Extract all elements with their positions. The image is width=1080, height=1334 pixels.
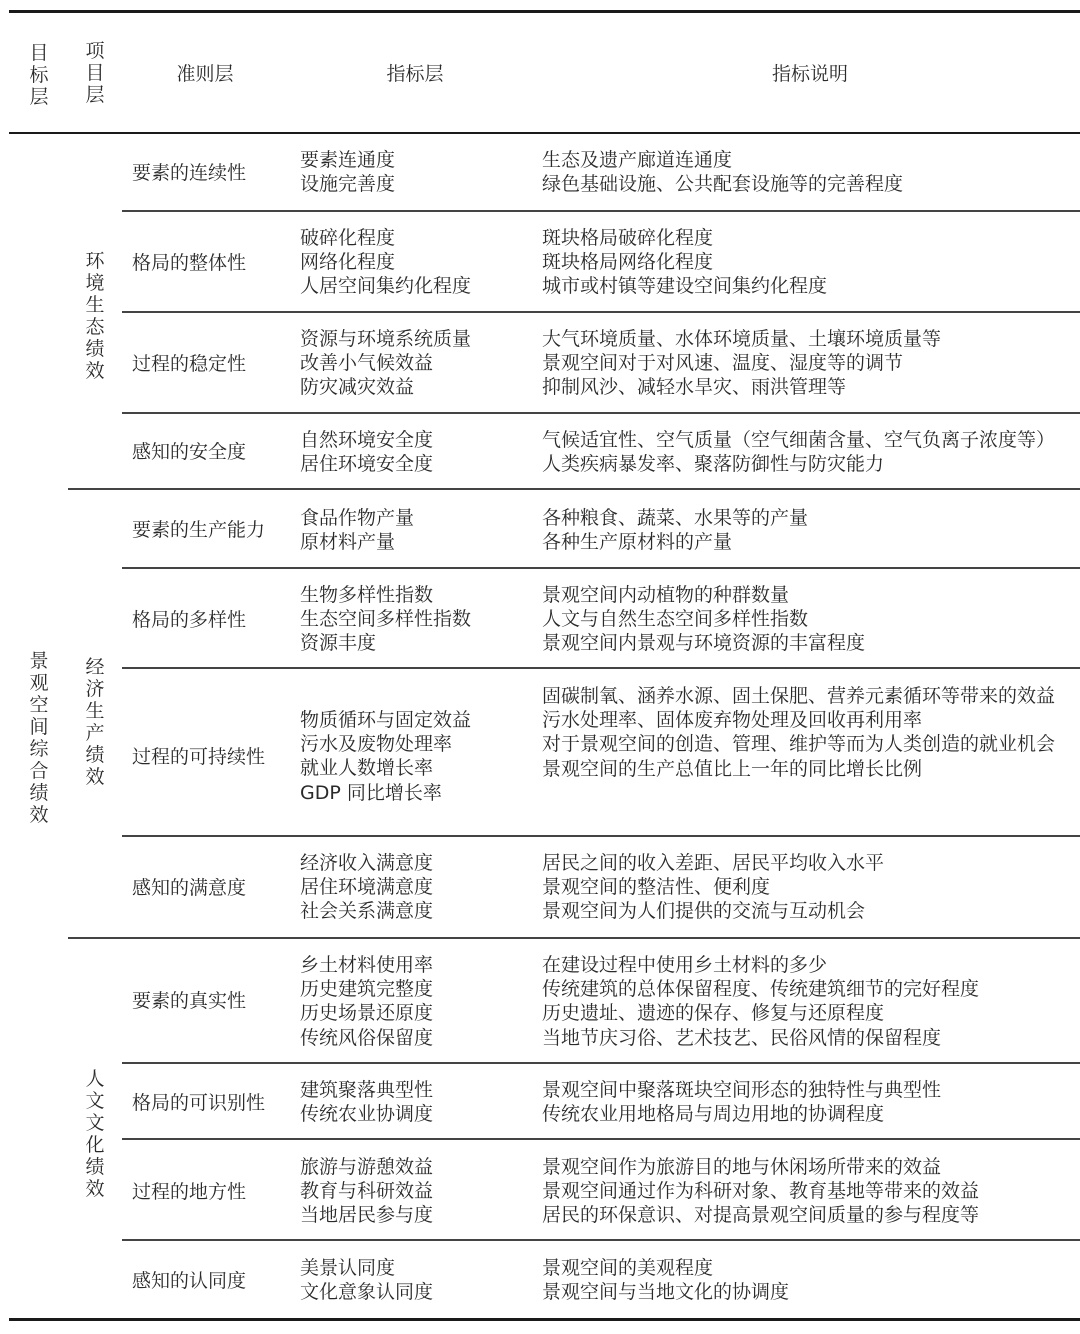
indicator-line: 改善小气候效益 <box>300 352 434 375</box>
description-line: 各种生产原材料的产量 <box>542 531 733 554</box>
description-cell <box>542 327 1072 400</box>
description-line: 人类疾病暴发率、聚落防御性与防灾能力 <box>542 453 885 476</box>
indicator-line: 物质循环与固定效益 <box>300 709 472 731</box>
table-top-rule <box>9 10 1080 13</box>
description-cell <box>542 148 1072 196</box>
description-cell <box>542 226 1072 299</box>
description-line: 景观空间中聚落斑块空间形态的独特性与典型性 <box>542 1079 942 1101</box>
description-line: 景观空间对于对风速、温度、湿度等的调节 <box>542 352 904 375</box>
description-line: 居民之间的收入差距、居民平均收入水平 <box>542 852 885 874</box>
criteria-cell: 格局的整体性 <box>132 252 247 274</box>
indicator-cell <box>300 851 525 924</box>
indicator-line: 资源丰度 <box>300 632 377 655</box>
description-line: 景观空间作为旅游目的地与休闲场所带来的效益 <box>542 1156 942 1178</box>
indicator-line: 社会关系满意度 <box>300 900 434 923</box>
description-line: 抑制风沙、减轻水旱灾、雨洪管理等 <box>542 376 847 399</box>
description-line: 污水处理率、固体废弃物处理及回收再利用率 <box>542 709 923 732</box>
indicator-line: 生物多样性指数 <box>300 584 434 606</box>
indicator-line: 就业人数增长率 <box>300 757 434 780</box>
indicator-line: 自然环境安全度 <box>300 429 434 451</box>
criteria-cell: 过程的可持续性 <box>132 746 266 768</box>
description-line: 斑块格局破碎化程度 <box>542 227 714 249</box>
indicator-cell <box>300 428 525 476</box>
indicator-cell <box>300 506 525 554</box>
description-line: 各种粮食、蔬菜、水果等的产量 <box>542 507 809 529</box>
indicator-line: 破碎化程度 <box>300 227 396 249</box>
row-separator <box>122 210 1080 212</box>
criteria-cell: 感知的认同度 <box>132 1270 247 1292</box>
indicator-cell <box>300 1256 525 1304</box>
item-label-environment: 环境生态绩效 <box>85 250 105 382</box>
criteria-cell: 要素的真实性 <box>132 990 247 1012</box>
indicator-line: 污水及废物处理率 <box>300 733 453 756</box>
row-separator <box>122 1239 1080 1241</box>
header-criteria-layer: 准则层 <box>176 63 234 85</box>
item-separator <box>68 937 1080 939</box>
indicator-line: 历史场景还原度 <box>300 1002 434 1025</box>
row-separator <box>122 667 1080 669</box>
description-line: 当地节庆习俗、艺术技艺、民俗风情的保留程度 <box>542 1026 942 1049</box>
header-goal-layer: 目标层 <box>29 42 49 108</box>
header-bottom-rule <box>9 132 1080 134</box>
indicator-line: GDP 同比增长率 <box>300 781 442 804</box>
indicator-cell <box>300 1155 525 1228</box>
item-label-culture: 人文文化绩效 <box>85 1068 105 1200</box>
description-line: 居民的环保意识、对提高景观空间质量的参与程度等 <box>542 1204 980 1227</box>
indicator-line: 乡土材料使用率 <box>300 954 434 976</box>
indicator-line: 设施完善度 <box>300 173 396 196</box>
criteria-cell: 要素的连续性 <box>132 162 247 184</box>
criteria-cell: 过程的地方性 <box>132 1181 247 1203</box>
criteria-cell: 过程的稳定性 <box>132 353 247 375</box>
indicator-line: 居住环境满意度 <box>300 876 434 899</box>
description-cell <box>542 851 1072 924</box>
description-line: 固碳制氧、涵养水源、固土保肥、营养元素循环等带来的效益 <box>542 685 1056 707</box>
indicator-line: 防灾减灾效益 <box>300 376 415 399</box>
indicator-line: 美景认同度 <box>300 1257 396 1279</box>
indicator-line: 历史建筑完整度 <box>300 978 434 1001</box>
description-line: 景观空间与当地文化的协调度 <box>542 1281 790 1304</box>
description-line: 城市或村镇等建设空间集约化程度 <box>542 275 828 298</box>
indicator-cell <box>300 953 525 1050</box>
indicator-line: 文化意象认同度 <box>300 1281 434 1304</box>
description-cell <box>542 1155 1072 1228</box>
indicator-line: 原材料产量 <box>300 531 396 554</box>
indicator-cell <box>300 226 525 299</box>
indicator-cell <box>300 327 525 400</box>
description-line: 气候适宜性、空气质量（空气细菌含量、空气负离子浓度等） <box>542 429 1056 451</box>
indicator-line: 旅游与游憩效益 <box>300 1156 434 1178</box>
description-line: 景观空间内景观与环境资源的丰富程度 <box>542 632 866 655</box>
description-cell <box>542 684 1072 781</box>
header-item-layer: 项目层 <box>85 40 105 106</box>
indicator-line: 传统风俗保留度 <box>300 1026 434 1049</box>
description-line: 在建设过程中使用乡土材料的多少 <box>542 954 828 976</box>
description-line: 传统建筑的总体保留程度、传统建筑细节的完好程度 <box>542 978 980 1001</box>
description-cell <box>542 1256 1072 1304</box>
indicator-cell <box>300 583 525 656</box>
indicator-line: 教育与科研效益 <box>300 1180 434 1203</box>
criteria-cell: 要素的生产能力 <box>132 519 266 541</box>
description-line: 景观空间通过作为科研对象、教育基地等带来的效益 <box>542 1180 980 1203</box>
table-bottom-rule <box>9 1318 1080 1321</box>
description-line: 人文与自然生态空间多样性指数 <box>542 608 809 631</box>
indicator-line: 传统农业协调度 <box>300 1103 434 1126</box>
description-cell <box>542 428 1072 476</box>
header-indicator-layer: 指标层 <box>386 63 444 85</box>
description-line: 景观空间的生产总值比上一年的同比增长比例 <box>542 757 923 780</box>
row-separator <box>122 412 1080 414</box>
description-line: 大气环境质量、水体环境质量、土壤环境质量等 <box>542 328 942 350</box>
criteria-cell: 格局的多样性 <box>132 609 247 631</box>
header-description: 指标说明 <box>771 63 848 85</box>
description-line: 景观空间内动植物的种群数量 <box>542 584 790 606</box>
description-line: 景观空间的美观程度 <box>542 1257 714 1279</box>
indicator-cell <box>300 148 525 196</box>
criteria-cell: 感知的安全度 <box>132 441 247 463</box>
description-line: 生态及遗产廊道连通度 <box>542 149 733 171</box>
description-line: 景观空间的整洁性、便利度 <box>542 876 771 899</box>
row-separator <box>122 311 1080 313</box>
description-line: 绿色基础设施、公共配套设施等的完善程度 <box>542 173 904 196</box>
item-separator <box>68 488 1080 490</box>
indicator-line: 资源与环境系统质量 <box>300 328 472 350</box>
goal-label: 景观空间综合绩效 <box>29 650 49 826</box>
indicator-line: 经济收入满意度 <box>300 852 434 874</box>
description-line: 传统农业用地格局与周边用地的协调程度 <box>542 1103 885 1126</box>
description-line: 斑块格局网络化程度 <box>542 251 714 274</box>
indicator-line: 居住环境安全度 <box>300 453 434 476</box>
row-separator <box>122 835 1080 837</box>
indicator-line: 食品作物产量 <box>300 507 415 529</box>
indicator-line: 建筑聚落典型性 <box>300 1079 434 1101</box>
indicator-line: 要素连通度 <box>300 149 396 171</box>
criteria-cell: 格局的可识别性 <box>132 1092 266 1114</box>
row-separator <box>122 567 1080 569</box>
description-cell <box>542 583 1072 656</box>
description-cell <box>542 506 1072 554</box>
row-separator <box>122 1062 1080 1064</box>
description-cell <box>542 1078 1072 1126</box>
indicator-line: 网络化程度 <box>300 251 396 274</box>
item-label-economy: 经济生产绩效 <box>85 656 105 788</box>
criteria-cell: 感知的满意度 <box>132 877 247 899</box>
indicator-cell <box>300 708 525 805</box>
description-line: 历史遗址、遗迹的保存、修复与还原程度 <box>542 1002 885 1025</box>
indicator-line: 人居空间集约化程度 <box>300 275 472 298</box>
indicator-cell <box>300 1078 525 1126</box>
indicator-line: 当地居民参与度 <box>300 1204 434 1227</box>
description-line: 景观空间为人们提供的交流与互动机会 <box>542 900 866 923</box>
row-separator <box>122 1138 1080 1140</box>
indicator-line: 生态空间多样性指数 <box>300 608 472 631</box>
description-line: 对于景观空间的创造、管理、维护等而为人类创造的就业机会 <box>542 733 1056 756</box>
description-cell <box>542 953 1072 1050</box>
